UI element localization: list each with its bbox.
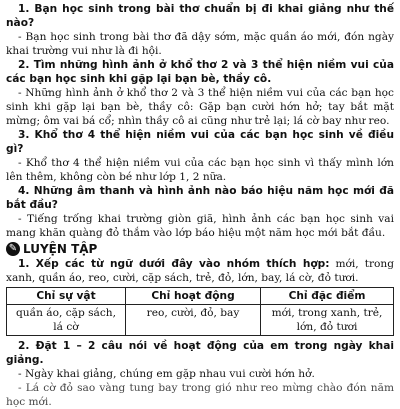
question-2-prompt: 2. Tìm những hình ảnh ở khổ thơ 2 và 3 thể hiện niềm vui của các bạn học sinh khi gặp lại bạn bè, thầy cô. — [6, 59, 394, 85]
exercise-1-prompt: 1. Xếp các từ ngữ dưới đây vào nhóm thích hợp: — [18, 258, 330, 270]
pencil-icon: ✎ — [6, 242, 20, 256]
question-2-answer: - Những hình ảnh ở khổ thơ 2 và 3 thể hiện niềm vui của các bạn học sinh khi gặp lại bạn bè, thầy cô: Gặp bạn cười hớn hở; tay bắt mặt mừng; ôm vai bá cổ; nhìn thầy cô ai cũng như trẻ lại; lá cờ bay như reo. — [6, 87, 394, 127]
word-group-table — [6, 287, 394, 336]
exercise-1-words: mới, trong xanh, quần áo, reo, cười, cặp sách, trẻ, đỏ, lớn, bay, lá cờ, đỏ tươi. — [6, 258, 394, 284]
question-3 — [6, 128, 394, 184]
table-cell-features: mới, trong xanh, trẻ, lớn, đỏ tươi — [261, 305, 394, 336]
question-4 — [6, 184, 394, 240]
exercise-2 — [6, 339, 394, 409]
exercise-2-answer-2: - Lá cờ đỏ sao vàng tung bay trong gió như reo mừng chào đón năm học mới. — [6, 382, 394, 408]
table-cell-activities: reo, cười, đỏ, bay — [126, 305, 261, 336]
practice-section-title: LUYỆN TẬP — [23, 242, 98, 256]
table-header: Chỉ hoạt động — [126, 288, 261, 305]
table-header: Chỉ đặc điểm — [261, 288, 394, 305]
question-3-prompt: 3. Khổ thơ 4 thể hiện niềm vui của các bạn học sinh về điều gì? — [6, 129, 394, 155]
question-4-prompt: 4. Những âm thanh và hình ảnh nào báo hiệu năm học mới đã bắt đầu? — [6, 185, 394, 211]
question-1-prompt: 1. Bạn học sinh trong bài thơ chuẩn bị đi khai giảng như thế nào? — [6, 3, 394, 29]
practice-section-header — [6, 242, 394, 256]
question-2 — [6, 58, 394, 128]
question-1-answer: - Bạn học sinh trong bài thơ đã dậy sớm, mặc quần áo mới, đón ngày khai trường vui như là đi hội. — [6, 31, 394, 57]
table-header-row — [7, 288, 394, 305]
exercise-2-prompt: 2. Đặt 1 – 2 câu nói về hoạt động của em trong ngày khai giảng. — [6, 340, 394, 366]
question-3-answer: - Khổ thơ 4 thể hiện niềm vui của các bạn học sinh vì thấy mình lớn lên thêm, không còn bé như lớp 1, 2 nữa. — [6, 157, 394, 183]
exercise-2-answer-1: - Ngày khai giảng, chúng em gặp nhau vui cười hớn hở. — [18, 368, 315, 380]
table-row — [7, 305, 394, 336]
table-cell-things: quần áo, cặp sách, lá cờ — [7, 305, 126, 336]
question-4-answer: - Tiếng trống khai trường giòn giã, hình ảnh các bạn học sinh vai mang khăn quàng đỏ thắm vào lớp báo hiệu một năm học mới bắt đầu. — [6, 213, 394, 239]
question-1 — [6, 2, 394, 58]
exercise-1 — [6, 257, 394, 285]
table-header: Chỉ sự vật — [7, 288, 126, 305]
